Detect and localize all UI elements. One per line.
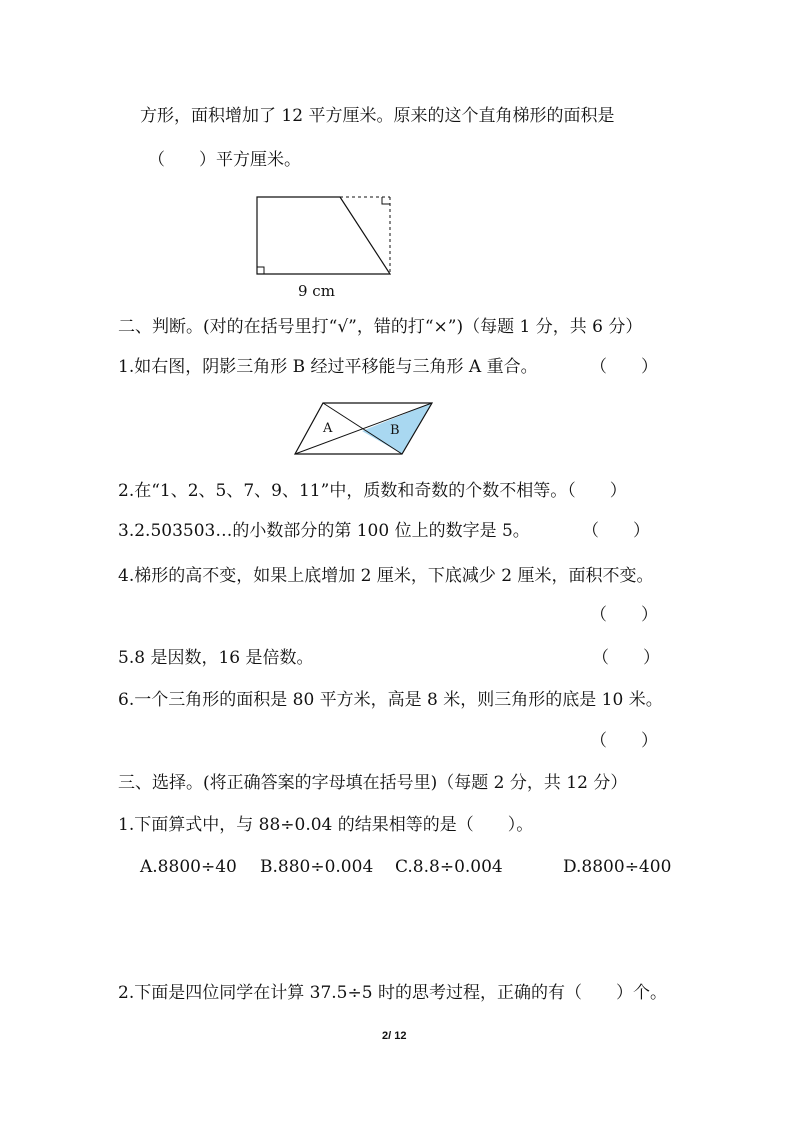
judge-answer-paren-1: （ ） <box>590 357 658 377</box>
triangle-label-a: A <box>323 421 333 436</box>
judge-question-4: 4.梯形的高不变，如果上底增加 2 厘米，下底减少 2 厘米，面积不变。 <box>118 566 654 586</box>
page-number: 2/ 12 <box>382 1030 407 1042</box>
judge-answer-paren-5: （ ） <box>592 648 660 668</box>
section-3-heading: 三、选择。(将正确答案的字母填在括号里)（每题 2 分，共 12 分） <box>118 773 628 793</box>
continued-line-2: （ ）平方厘米。 <box>148 150 301 170</box>
choice-question-1: 1.下面算式中，与 88÷0.04 的结果相等的是（ ）。 <box>118 815 534 835</box>
judge-question-1: 1.如右图，阴影三角形 B 经过平移能与三角形 A 重合。 <box>118 357 538 377</box>
judge-question-2: 2.在“1、2、5、7、9、11”中，质数和奇数的个数不相等。（ ） <box>118 481 627 501</box>
parallelogram-figure <box>292 400 438 458</box>
choice-option-d: D.8800÷400 <box>563 857 672 877</box>
trapezoid-figure <box>250 188 400 302</box>
section-2-heading: 二、判断。(对的在括号里打“√”，错的打“×”)（每题 1 分，共 6 分） <box>118 317 643 337</box>
choice-option-b: B.880÷0.004 <box>260 857 374 877</box>
judge-question-5: 5.8 是因数，16 是倍数。 <box>118 648 314 668</box>
base-length-label: 9 cm <box>298 282 335 300</box>
judge-answer-paren-3: （ ） <box>582 521 650 541</box>
right-trapezoid <box>257 197 390 274</box>
right-angle-mark-top <box>382 197 390 204</box>
right-angle-mark-bottom <box>257 267 264 274</box>
continued-line-1: 方形，面积增加了 12 平方厘米。原来的这个直角梯形的面积是 <box>140 106 615 126</box>
judge-answer-paren-6: （ ） <box>590 731 658 751</box>
judge-question-3: 3.2.503503…的小数部分的第 100 位上的数字是 5。 <box>118 521 530 541</box>
choice-question-2: 2.下面是四位同学在计算 37.5÷5 时的思考过程，正确的有（ ）个。 <box>118 983 667 1003</box>
triangle-label-b: B <box>390 423 400 438</box>
judge-answer-paren-4: （ ） <box>590 605 658 625</box>
choice-option-a: A.8800÷40 <box>140 857 237 877</box>
judge-question-6: 6.一个三角形的面积是 80 平方米，高是 8 米，则三角形的底是 10 米。 <box>118 690 663 710</box>
choice-option-c: C.8.8÷0.004 <box>395 857 503 877</box>
